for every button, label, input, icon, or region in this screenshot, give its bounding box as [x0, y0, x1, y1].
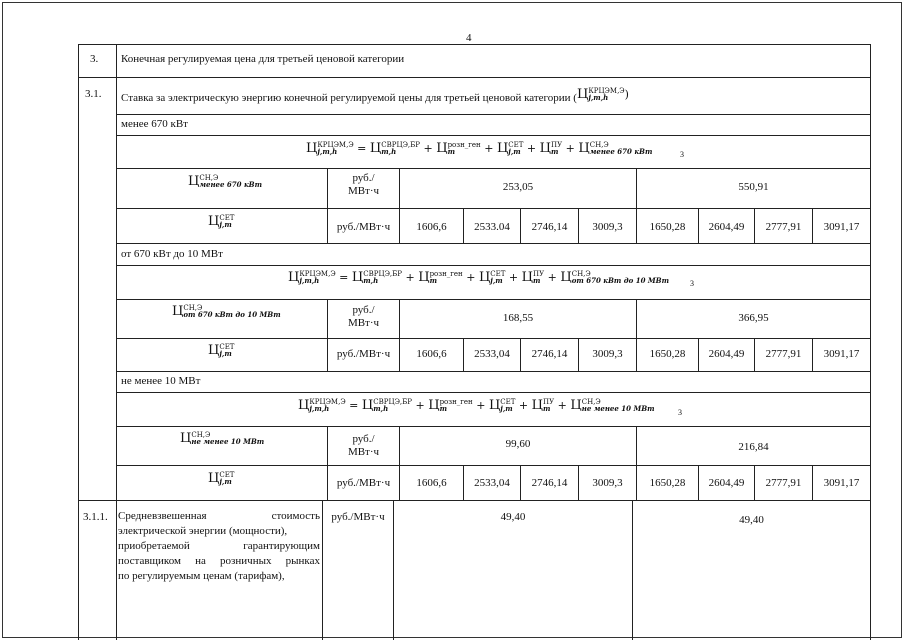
set-value: 1606,6 — [416, 221, 447, 233]
cn-value-1b: 550,91 — [738, 181, 769, 193]
set-value: 2777,91 — [765, 221, 802, 233]
set-value: 2777,91 — [765, 477, 802, 489]
row-number-3-1-1: 3.1.1. — [83, 511, 108, 523]
set-value: 2777,91 — [765, 348, 802, 360]
section-heading-2: от 670 кВт до 10 МВт — [121, 248, 223, 260]
set-value: 1606,6 — [416, 477, 447, 489]
cn-value-2b: 366,95 — [738, 312, 769, 324]
section-heading-3: не менее 10 МВт — [121, 375, 201, 387]
row-3-1-1-value-a: 49,40 — [500, 511, 526, 523]
set-value: 1650,28 — [649, 348, 686, 360]
cn-value-3a: 99,60 — [505, 438, 531, 450]
set-value: 2533,04 — [474, 348, 510, 360]
set-value: 2604,49 — [708, 221, 745, 233]
set-label-1: Ц СЕТ j,m — [208, 214, 235, 229]
set-value: 2533,04 — [474, 477, 510, 489]
row-3-title: Конечная регулируемая цена для третьей ценовой категории — [121, 53, 405, 65]
formula-note-3: 3 — [678, 408, 682, 417]
row-3-1-1-value-b: 49,40 — [739, 514, 764, 526]
cn-value-2a: 168,55 — [502, 312, 534, 324]
set-value: 2746,14 — [531, 348, 568, 360]
formula-1: Ц КРЦЭМ,Э j,m,h = Ц СВРЦЭ,БР m,h + Ц розн_ген m + Ц СЕТ j,m + Ц ПУ m + Ц СН,Э менее 670 кВт — [306, 141, 653, 156]
formula-note-1: 3 — [680, 150, 684, 159]
set-value: 3091,17 — [823, 477, 860, 489]
cn-value-3b: 216,84 — [738, 441, 769, 453]
section-heading-1: менее 670 кВт — [121, 118, 188, 130]
set-unit-3: руб./МВт·ч — [336, 477, 391, 489]
set-value: 1650,28 — [649, 221, 686, 233]
set-value: 2746,14 — [531, 221, 568, 233]
set-value: 1606,6 — [416, 348, 447, 360]
page-number: 4 — [466, 32, 472, 44]
set-value: 2746,14 — [531, 477, 568, 489]
set-value: 3009,3 — [592, 348, 623, 360]
set-value: 3091,17 — [823, 221, 860, 233]
set-unit-1: руб./МВт·ч — [336, 221, 391, 233]
set-unit-2: руб./МВт·ч — [336, 348, 391, 360]
cn-label-2: Ц СН,Э от 670 кВт до 10 МВт — [172, 304, 281, 319]
set-label-3: Ц СЕТ j,m — [208, 471, 235, 486]
cn-unit-3: руб./ МВт·ч — [347, 433, 380, 458]
cn-unit-1: руб./ МВт·ч — [347, 172, 380, 197]
set-value: 2604,49 — [708, 477, 745, 489]
set-value: 1650,28 — [649, 477, 686, 489]
cn-label-1: Ц СН,Э менее 670 кВт — [188, 174, 263, 189]
row-3-1-title: Ставка за электрическую энергию конечной регулируемой цены для третьей ценовой категории (Ц КРЦЭМ,Э j,m,h ) — [121, 87, 629, 104]
set-value: 3009,3 — [592, 477, 623, 489]
formula-3: Ц КРЦЭМ,Э j,m,h = Ц СВРЦЭ,БР m,h + Ц розн_ген m + Ц СЕТ j,m + Ц ПУ m + Ц СН,Э не менее 10 МВт — [298, 398, 655, 413]
set-value: 2533.04 — [474, 221, 510, 233]
formula-note-2: 3 — [690, 279, 694, 288]
set-value: 2604,49 — [708, 348, 745, 360]
formula-2: Ц КРЦЭМ,Э j,m,h = Ц СВРЦЭ,БР m,h + Ц розн_ген m + Ц СЕТ j,m + Ц ПУ m + Ц СН,Э от 670 кВт до 10 МВт — [288, 270, 670, 285]
cn-value-1a: 253,05 — [502, 181, 534, 193]
cn-label-3: Ц СН,Э не менее 10 МВт — [180, 431, 265, 446]
set-label-2: Ц СЕТ j,m — [208, 343, 235, 358]
set-value: 3009,3 — [592, 221, 623, 233]
row-3-1-1-description: Средневзвешенная стоимость электрической энергии (мощности), приобретаемой гарантирующим поставщиком на розничных рынках по регулируемым ценам (тарифам), — [118, 510, 320, 582]
set-value: 3091,17 — [823, 348, 860, 360]
row-3-1-1-unit: руб./МВт·ч — [331, 511, 385, 523]
row-number-3: 3. — [90, 53, 99, 65]
cn-unit-2: руб./ МВт·ч — [347, 304, 380, 329]
row-number-3-1: 3.1. — [85, 88, 102, 100]
